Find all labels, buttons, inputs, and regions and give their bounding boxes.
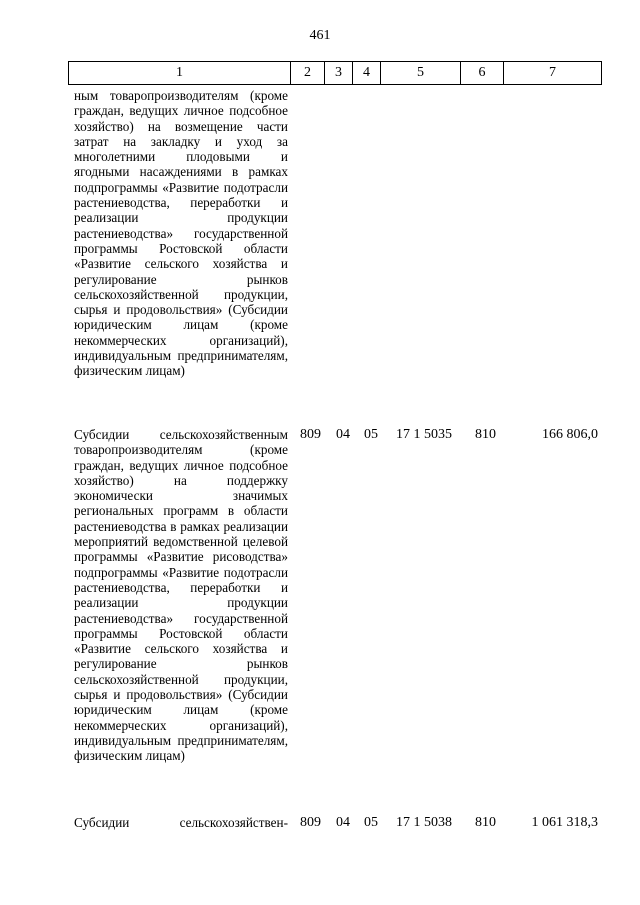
table-row-3-col-7: 1 061 318,3 bbox=[531, 815, 598, 830]
table-row-1-description: ным товаропроизводителям (кроме граждан, ведущих личное подсобное хозяйство) на возмещение части затрат на закладку и уход за многолетними плодовыми и ягодными насаждениями в рамках подпрограммы «Развитие подотрасли растениеводства, переработки и реализации продукции растениеводства» государственной программы Ростовской области «Развитие сельского хозяйства и регулирование рынков сельскохозяйственной продукции, сырья и продовольствия» (Субсидии юридическим лицам (кроме некоммерческих организаций), индивидуальным предпринимателям, физическим лицам) bbox=[74, 88, 288, 379]
table-row-3-col-4: 05 bbox=[364, 815, 378, 830]
table-header bbox=[68, 61, 602, 85]
table-row-3-col-6: 810 bbox=[475, 815, 496, 830]
header-col-2: 2 bbox=[290, 62, 324, 84]
header-col-1: 1 bbox=[176, 65, 183, 80]
table-row-2-col-4: 05 bbox=[364, 427, 378, 442]
header-col-4: 4 bbox=[352, 62, 380, 84]
table-row-2-col-3: 04 bbox=[336, 427, 350, 442]
table-row-2-col-6: 810 bbox=[475, 427, 496, 442]
table-row-3-col-3: 04 bbox=[336, 815, 350, 830]
table-row-2-col-2: 809 bbox=[300, 427, 321, 442]
table-row-2-description: Субсидии сельскохозяйственным товаропроизводителям (кроме граждан, ведущих личное подсобное хозяйство) на поддержку экономически значимых региональных программ в области растениеводства в рамках реализации мероприятий ведомственной целевой программы «Развитие рисоводства» подпрограммы «Развитие подотрасли растениеводства, переработки и реализации продукции растениеводства» государственной программы Ростовской области «Развитие сельского хозяйства и регулирование рынков сельскохозяйственной продукции, сырья и продовольствия» (Субсидии юридическим лицам (кроме некоммерческих организаций), индивидуальным предпринимателям, физическим лицам) bbox=[74, 427, 288, 764]
table-row-2-col-7: 166 806,0 bbox=[542, 427, 598, 442]
table-row-3-col-2: 809 bbox=[300, 815, 321, 830]
table-row-2-col-5: 17 1 5035 bbox=[396, 427, 452, 442]
table-row-3-description: Субсидии сельскохозяйствен- bbox=[74, 815, 288, 830]
header-col-7: 7 bbox=[503, 62, 601, 84]
header-col-6: 6 bbox=[460, 62, 503, 84]
page-number: 461 bbox=[309, 28, 331, 43]
header-col-3: 3 bbox=[324, 62, 352, 84]
header-col-5: 5 bbox=[380, 62, 460, 84]
table-row-3-col-5: 17 1 5038 bbox=[396, 815, 452, 830]
